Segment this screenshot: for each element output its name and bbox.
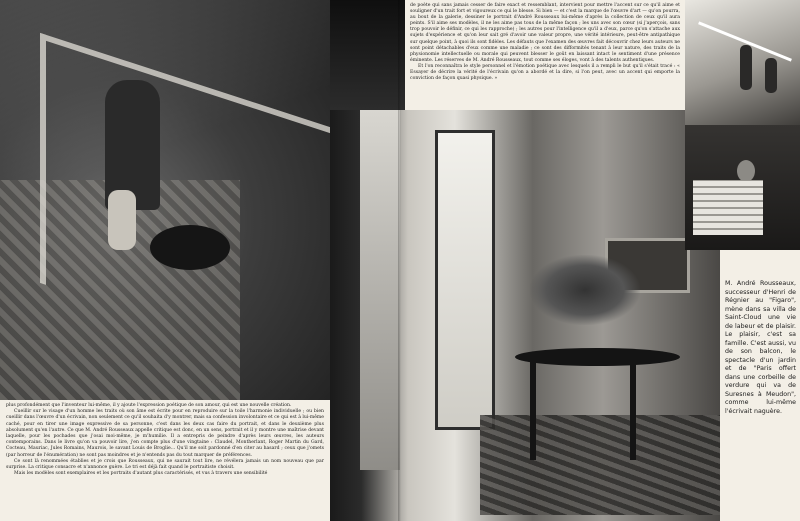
- photograph-balcony-family: [0, 0, 330, 400]
- photograph-study-desk: [685, 125, 800, 250]
- curtain-panel: [360, 110, 400, 470]
- flower-bouquet: [530, 255, 640, 325]
- round-table: [150, 225, 230, 270]
- paragraph: Cueillir sur le visage d'un homme les traits où son âme est écrite pour en reproduire sur la toile l'harmonie individuelle ; ou bien cueillir dans l'œuvre d'un écrivain, non seulement ce qu'il souhaita d'y montrer, mais sa confession involontaire et ce qui est à lui-même caché, pour en tirer une image expressive de sa personne, c'est dans les deux cas faire du portrait, et dans le deuxième plus absolument qu'en l'autre. Ce que M. André Rousseaux appelle critique est donc, en un sens, portrait et il y montre une maîtrise devant laquelle, pour les pochades que j'osai moi-même, je m'humilie. Il a entrepris de peindre d'après leurs œuvres, les auteurs contemporains. Dans le livre qu'on va pouvoir lire, j'en compte plus d'une vingtaine : Claudel, Montherlant, Roger Martin du Gard, Cocteau, Mauriac, Jules Romains, Maurois, le savant Louis de Broglie... Qu'il me soit pardonné d'en citer au hasard ; ceux que j'omets (par horreur de l'énumération) ne sont pas moindres et je n'entends pas du tout marquer de préférences.: [6, 409, 324, 458]
- photograph-dining-room-interior: [330, 110, 720, 521]
- patterned-rug: [480, 415, 720, 515]
- article-text-left: [0, 400, 330, 521]
- paragraph: Mais les modèles sont exemplaires et les portraits d'autant plus caractérisés, et vus à travers une sensibilité: [14, 471, 268, 477]
- caption-text: M. André Rousseaux, successeur d'Henri de Régnier au "Figaro", mène dans sa villa de Saint-Cloud une vie de labeur et de plaisir. Le plaisir, c'est sa famille. C'est aussi, vu de son balcon, le spectacle d'un jardin et de "Paris offert dans une corbeille de verdure qui va de Suresnes à Meudon", comme lui-même l'écrivait naguère.: [725, 280, 796, 415]
- child-figure: [108, 190, 136, 250]
- article-text-top: [405, 0, 685, 110]
- photo-caption: [720, 250, 800, 521]
- open-french-door: [435, 130, 495, 430]
- page-gutter: [398, 0, 401, 521]
- table-leg: [630, 360, 636, 460]
- photograph-garden-stairs: [685, 0, 800, 125]
- paragraph: de poète qui sans jamais cesser de faire exact et ressemblant, intervient pour mettre l'accent sur ce qu'il aime et souligner d'un trait fort et vigoureux ce qui le blesse. Si bien — et c'est la marque de l'œuvre d'art — qu'on pourra, au bout de la galerie, dessiner le portrait d'André Rousseaux lui-même d'après la collection de ceux qu'il aura peints. S'il aime ses modèles, il ne les aime pas tous de la même façon ; les uns avec son cœur (si j'aperçois, sans trop pouvoir le définir, ce qui les rapproche) ; les autres pour l'intelligence qu'il a d'eux, parce qu'on s'attache aux sujets d'expérience et qu'on leur sait gré d'avoir une valeur propre, une vérité intérieure, peut-être antipathique sur quelque point, à quoi ils sont fidèles. Les défauts que l'examen des œuvres fait découvrir chez leurs auteurs ne sont point détachables d'eux comme une maladie ; ce sont des difformités tenant à leur nature, des traits de la physionomie intellectuelle ou morale qui peuvent blesser le goût en laissant intact le sentiment d'une présence éminente. Les réserves de M. André Rousseaux, tout comme ses éloges, vont à des talents authentiques.: [410, 3, 680, 63]
- paragraph: Ce sont là renommées établies et je crois que Rousseaux, qui ne saurait tout lire, ne révélera jamais un nom nouveau que par surprise. La critique consacre et n'annonce guère. Le tri est déjà fait quand le portraitiste choisit.: [6, 458, 324, 471]
- paragraph: plus profondément que l'inventeur lui-même, il y ajoute l'expression poétique de son amour, qui est une nouvelle création.: [6, 403, 292, 408]
- person-figure: [740, 45, 752, 90]
- photograph-dark-strip: [330, 0, 405, 110]
- writer-figure: [737, 160, 755, 182]
- stacked-papers: [693, 180, 763, 235]
- table-leg: [530, 360, 536, 460]
- person-figure: [765, 58, 777, 93]
- paragraph: Et l'on reconnaîtra le style personnel et l'émotion poétique avec lesquels il a rempli le but qu'il s'était tracé : « Essayer de décrire la vérité de l'écrivain qu'on a abordé et la dire, si l'on peut, avec un accent qui emporte la conviction de façon quasi physique. »: [410, 63, 680, 82]
- dining-table: [515, 348, 680, 366]
